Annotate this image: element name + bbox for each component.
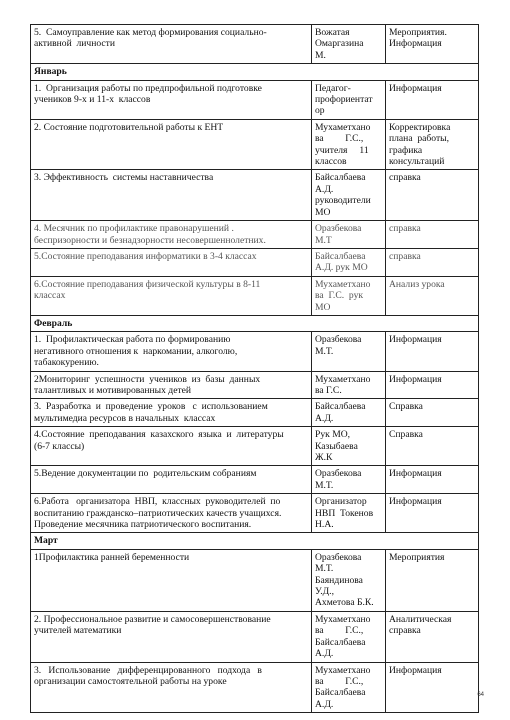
- completion-form-cell: Анализ урока: [386, 276, 479, 315]
- plan-row: [31, 399, 479, 427]
- month-header-row: [31, 315, 479, 331]
- plan-row: [31, 276, 479, 315]
- task-cell: 4. Месячник по профилактике правонарушений . беспризорности и безнадзорности несовершеннолетних.: [31, 221, 312, 249]
- task-cell: 3. Разработка и проведение уроков с использованием мультимедиа ресурсов в начальных классах: [31, 399, 312, 427]
- document-page: [30, 24, 478, 713]
- responsible-cell: Мухаметхано ва Г.С., Байсалбаева А.Д.: [312, 611, 386, 662]
- completion-form-cell: Мероприятия. Информация: [386, 25, 479, 64]
- plan-row: [31, 371, 479, 399]
- plan-row: [31, 25, 479, 64]
- responsible-cell: Мухаметхано ва Г.С. рук МО: [312, 276, 386, 315]
- completion-form-cell: Корректировка плана работы, графика консультаций: [386, 119, 479, 170]
- completion-form-cell: Информация: [386, 494, 479, 533]
- responsible-cell: Мухаметхано ва Г.С., Байсалбаева А.Д.: [312, 662, 386, 713]
- page-number: 64: [477, 692, 484, 698]
- plan-row: [31, 170, 479, 221]
- completion-form-cell: справка: [386, 221, 479, 249]
- responsible-cell: Организатор НВП Токенов Н.А.: [312, 494, 386, 533]
- responsible-cell: Вожатая Омаргазина М.: [312, 25, 386, 64]
- responsible-cell: Байсалбаева А.Д. рук МО: [312, 248, 386, 276]
- task-cell: 1. Организация работы по предпрофильной подготовке учеников 9-х и 11-х классов: [31, 80, 312, 119]
- responsible-cell: Байсалбаева А.Д. руководители МО: [312, 170, 386, 221]
- task-cell: 5.Ведение документации по родительским собраниям: [31, 466, 312, 494]
- month-label: Март: [31, 533, 479, 549]
- completion-form-cell: Мероприятия: [386, 549, 479, 611]
- task-cell: 1. Профилактическая работа по формированию негативного отношения к наркомании, алкоголю, табакокурению.: [31, 332, 312, 371]
- plan-row: [31, 119, 479, 170]
- task-cell: 6.Состояние преподавания физической культуры в 8-11 классах: [31, 276, 312, 315]
- task-cell: 2. Состояние подготовительной работы к ЕНТ: [31, 119, 312, 170]
- task-cell: 4.Состояние преподавания казахского языка и литературы (6-7 классы): [31, 427, 312, 466]
- responsible-cell: Педагог- профориентат ор: [312, 80, 386, 119]
- completion-form-cell: Справка: [386, 427, 479, 466]
- plan-row: [31, 662, 479, 713]
- completion-form-cell: Аналитическая справка: [386, 611, 479, 662]
- plan-row: [31, 80, 479, 119]
- plan-row: [31, 248, 479, 276]
- plan-row: [31, 494, 479, 533]
- completion-form-cell: Информация: [386, 332, 479, 371]
- plan-row: [31, 549, 479, 611]
- month-header-row: [31, 64, 479, 80]
- plan-row: [31, 332, 479, 371]
- task-cell: 1Профилактика ранней беременности: [31, 549, 312, 611]
- month-label: Февраль: [31, 315, 479, 331]
- responsible-cell: Мухаметхано ва Г.С., учителя 11 классов: [312, 119, 386, 170]
- task-cell: 2Мониторинг успешности учеников из базы данных талантливых и мотивированных детей: [31, 371, 312, 399]
- task-cell: 2. Профессиональное развитие и самосовершенствование учителей математики: [31, 611, 312, 662]
- responsible-cell: Оразбекова М.Т: [312, 221, 386, 249]
- plan-row: [31, 427, 479, 466]
- work-plan-table: [30, 24, 479, 713]
- month-label: Январь: [31, 64, 479, 80]
- plan-row: [31, 611, 479, 662]
- task-cell: 5. Самоуправление как метод формирования социально- активной личности: [31, 25, 312, 64]
- responsible-cell: Оразбекова М.Т. Баяндинова У.Д., Ахметова Б.К.: [312, 549, 386, 611]
- responsible-cell: Рук МО, Казыбаева Ж.К: [312, 427, 386, 466]
- responsible-cell: Байсалбаева А.Д.: [312, 399, 386, 427]
- completion-form-cell: Информация: [386, 662, 479, 713]
- completion-form-cell: Информация: [386, 466, 479, 494]
- responsible-cell: Оразбекова М.Т.: [312, 466, 386, 494]
- task-cell: 3. Эффективность системы наставничества: [31, 170, 312, 221]
- completion-form-cell: справка: [386, 248, 479, 276]
- plan-row: [31, 221, 479, 249]
- responsible-cell: Мухаметхано ва Г.С.: [312, 371, 386, 399]
- work-plan-body: [31, 25, 479, 713]
- completion-form-cell: Информация: [386, 371, 479, 399]
- task-cell: 6.Работа организатора НВП, классных руководителей по воспитанию гражданско–патриотических качеств учащихся. Проведение месячника патриотического воспитания.: [31, 494, 312, 533]
- completion-form-cell: Справка: [386, 399, 479, 427]
- task-cell: 5.Состояние преподавания информатики в 3-4 классах: [31, 248, 312, 276]
- task-cell: 3. Использование дифференцированного подхода в организации самостоятельной работы на уроке: [31, 662, 312, 713]
- month-header-row: [31, 533, 479, 549]
- completion-form-cell: Информация: [386, 80, 479, 119]
- completion-form-cell: справка: [386, 170, 479, 221]
- plan-row: [31, 466, 479, 494]
- responsible-cell: Оразбекова М.Т.: [312, 332, 386, 371]
